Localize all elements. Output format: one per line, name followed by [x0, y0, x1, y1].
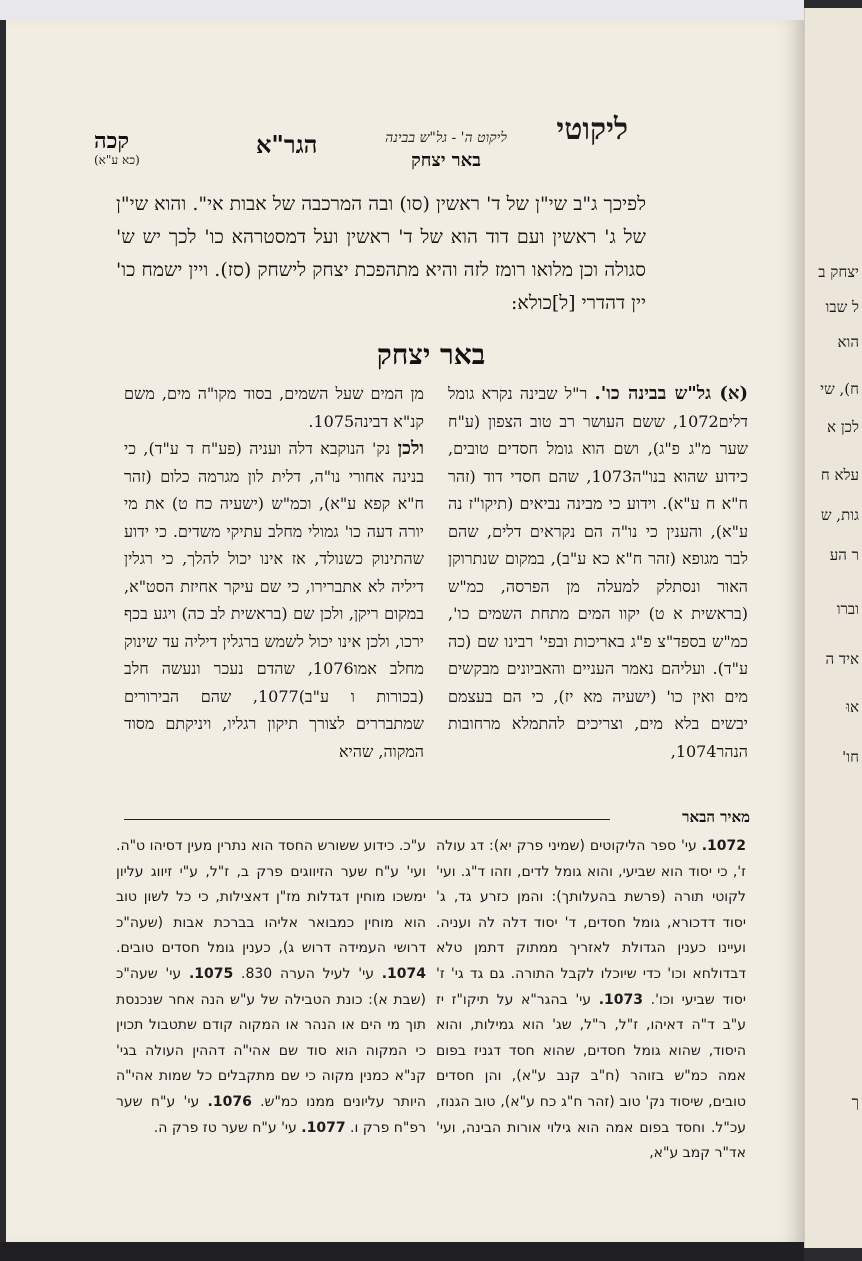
footnote: [436, 838, 746, 1008]
footnote: [154, 1120, 346, 1136]
next-page-fragment: יצחק ב: [818, 263, 859, 281]
footnote: [241, 966, 426, 982]
next-page-fragment: וברו: [836, 600, 859, 618]
footnote-text: עי' ע"ח שער רפ"ח פרק ו.: [116, 1093, 426, 1136]
page-folio-ref: (כא ע"א): [94, 153, 140, 167]
footnotes-left-column: [116, 834, 426, 1141]
footnote: [436, 992, 746, 1162]
commentary-lead: (א) גל"ש בבינה כו'.: [594, 383, 748, 404]
footnote-number: 1077.: [301, 1119, 346, 1136]
footnote-number: 1076.: [207, 1093, 252, 1110]
background-strip: [0, 0, 804, 20]
footnote-text: עי' בהגר"א על תיקו"ז יז ע"ב ד"ה דאיהו, ז"ל, ר"ל, שג' הוא גמילות, והוא היסוד, שהוא גומל חסדים, שהוא חסד דגניז בפום אמה כמ"ש בזוהר (ח"ב קנב ע"א), והן חסדים טובים, שיסוד נק' טוב (זהר ח"ג כח ע"א), טוב הגנוז, עכ"ל. וחסד בפום אמה הוא גילוי אורות הבינה, ועי' אד"ר קמב ע"א,: [436, 991, 746, 1162]
footnote-number: 1075.: [188, 965, 234, 982]
commentary-left-column: [124, 380, 424, 765]
background-floor: [0, 1242, 804, 1261]
next-page-fragment: לכן א: [827, 418, 859, 436]
next-page-fragment: חו': [842, 748, 859, 766]
next-page-fragment: איד ה: [825, 650, 859, 668]
commentary-text: ר"ל שבינה נקרא גומל דלים1072, ששם העושר רב טוב הצפון (ע"ח שער מ"ג פ"ג), ושם הוא גומל חסדים טובים, כידוע שהוא בנו"ה1073, שהם חסדי דוד (זהר ח"א ח ע"א). וידוע כי מבינה נביאים (תיקו"ז נה ע"א), והענין כי נו"ה הם נקראים דלים, שהם לבר מגופא (זהר ח"א כא ע"ב), במקום שנתרוקן האור ונסתלק למעלה מן הפרסה, כמ"ש (בראשית א ט) יקוו המים מתחת השמים כו', כמ"ש בספד"צ פ"ג באריכות ובפי' רבינו שם (כה ע"ד). ועליהם נאמר העניים והאביונים מבקשים מים ואין כו' (ישעיה מא יז), כי הם בעצמם יבשים בלא מים, וצריכים להתמלא מרחובות הנהר1074,: [448, 384, 749, 761]
footnote-text: עי' ספר הליקוטים (שמיני פרק יא): דג עולה ז', כי יסוד הוא שביעי, והוא גומל לדים, וזהו ד"ג. ועי' לקוטי תורה (פרשת בהעלותך): והמן כזרע גד, ג' יסוד דדכורא, גומל חסדים, ד' יסוד דלה לה ועניה. ועיינו כענין הגדולת לאזריך ממתוק דתמן טלא דבדולחא וכו' כדי שיוכלו לקבל התורה. גם גד גי' ז' יסוד שביעי וכו'.: [436, 838, 746, 1008]
next-page-fragment: עלא ח: [820, 466, 859, 484]
footnote: [116, 966, 426, 1110]
page-number: קכה: [94, 128, 130, 154]
commentary-right-column: [448, 380, 748, 765]
main-text: לפיכך ג"ב שי"ן של ד' ראשין (סו) ובה המרכבה של אבות אי". והוא שי"ן של ג' ראשין ועם דוד הוא של ד' ראשין ועל דמסטרהא כו' לכך יש ש' סגולה וכן מלואו רומז לזה והיא מתהפכת יצחק לישחק (סז). ויין ישמח כו' יין דהדרי [ל]כולא:: [116, 193, 646, 314]
footnote-text: עי' לעיל הערה 830.: [241, 965, 382, 982]
footnote: [116, 838, 426, 956]
gra-title: הגר"א: [256, 130, 318, 159]
footnote-number: 1074.: [381, 965, 427, 982]
commentary-text-2: נק' הנוקבא דלה ועניה (פע"ח ד ע"ד), כי בנינה אחורי נו"ה, דלית לון מגרמה כלום (זהר ח"א קפא ע"א), וכמ"ש (ישעיה כח ט) את מי יורה דעה כו' גמולי מחלב עתיקי משדים. כי ידוע שהתינוק כשנולד, אז אינו יכול להלך, כי רגלין דיליה לא אתברירו, כי שם עיקר אחיזת הסט"א, במקום ריקן, ולכן שם (בראשית לב כה) ויגע בכף ירכו, ולכן אינו יכול לשמש ברגלין דיליה עד שינוק מחלב אמו1076, שהדם נעכר ונעשה חלב (בכורות ו ע"ב)1077, שהם הבירורים שמתבררים לצורך תיקון רגליו, ויניקתם מסוד המקוה, שהיא: [124, 439, 425, 761]
divider-line: [124, 819, 610, 820]
section-name: באר יצחק: [411, 150, 481, 171]
next-page-fragment: ח), שי: [820, 380, 859, 398]
next-page-fragment: ל שבו: [825, 298, 859, 316]
footnote-text: עי' ע"ח שער טז פרק ה.: [153, 1119, 302, 1136]
section-reference: ליקוט ה' - גל"ש בבינה: [385, 130, 507, 146]
section-title: באר יצחק: [376, 338, 486, 371]
running-title: ליקוטי: [556, 112, 628, 147]
next-page-fragment: גות, ש: [820, 506, 859, 524]
book-page: [6, 20, 804, 1242]
footnote-text: ע"כ. כידוע ששורש החסד הוא נתרין מעין דסיהו ט"ה. ועי' ע"ח שער הזיווגים פרק ב, ז"ל, ע"י זיווג עליון ימשכו מוחין דגדלות מז"ן דאצילות, כי כל לשון טוב הוא מוחין כמבואר אליהו בברכת אבות (שעה"כ דרושי העמידה דרוש ג), כענין גומל חסדים טובים.: [116, 838, 426, 957]
next-page-fragment: ך: [851, 1093, 859, 1111]
next-page-fragment: אוּ: [846, 698, 859, 716]
next-page-fragment: הוא: [837, 333, 859, 351]
footnote-text: עי' שעה"כ (שבת א): כונת הטבילה של ע"ש הנה אחר שנכנסת תוך מי הים או הנהר או המקוה קודם שתטבול תכוין כי המקוה הוא סוד שם אהי"ה דההין העולה בגי' קנ"א כמנין מקוה כי שם מתקבלים כל שמות אהי"ה היותר עליונים ממנו כמ"ש.: [116, 965, 426, 1110]
footnotes-right-column: [436, 834, 746, 1167]
adjacent-page-edge: [804, 8, 862, 1248]
footnote-number: 1073.: [598, 991, 644, 1008]
commentary-intro: מן המים שעל השמים, בסוד מקו"ה מים, משם קנ"א דבינה1075.: [124, 384, 424, 431]
footnotes-divider: [124, 808, 750, 830]
commentary-lead-2: ולכן: [397, 438, 424, 459]
footnotes-title: מאיר הבאר: [682, 808, 750, 826]
next-page-fragment: ר הע: [829, 546, 859, 564]
footnote-number: 1072.: [701, 838, 746, 854]
